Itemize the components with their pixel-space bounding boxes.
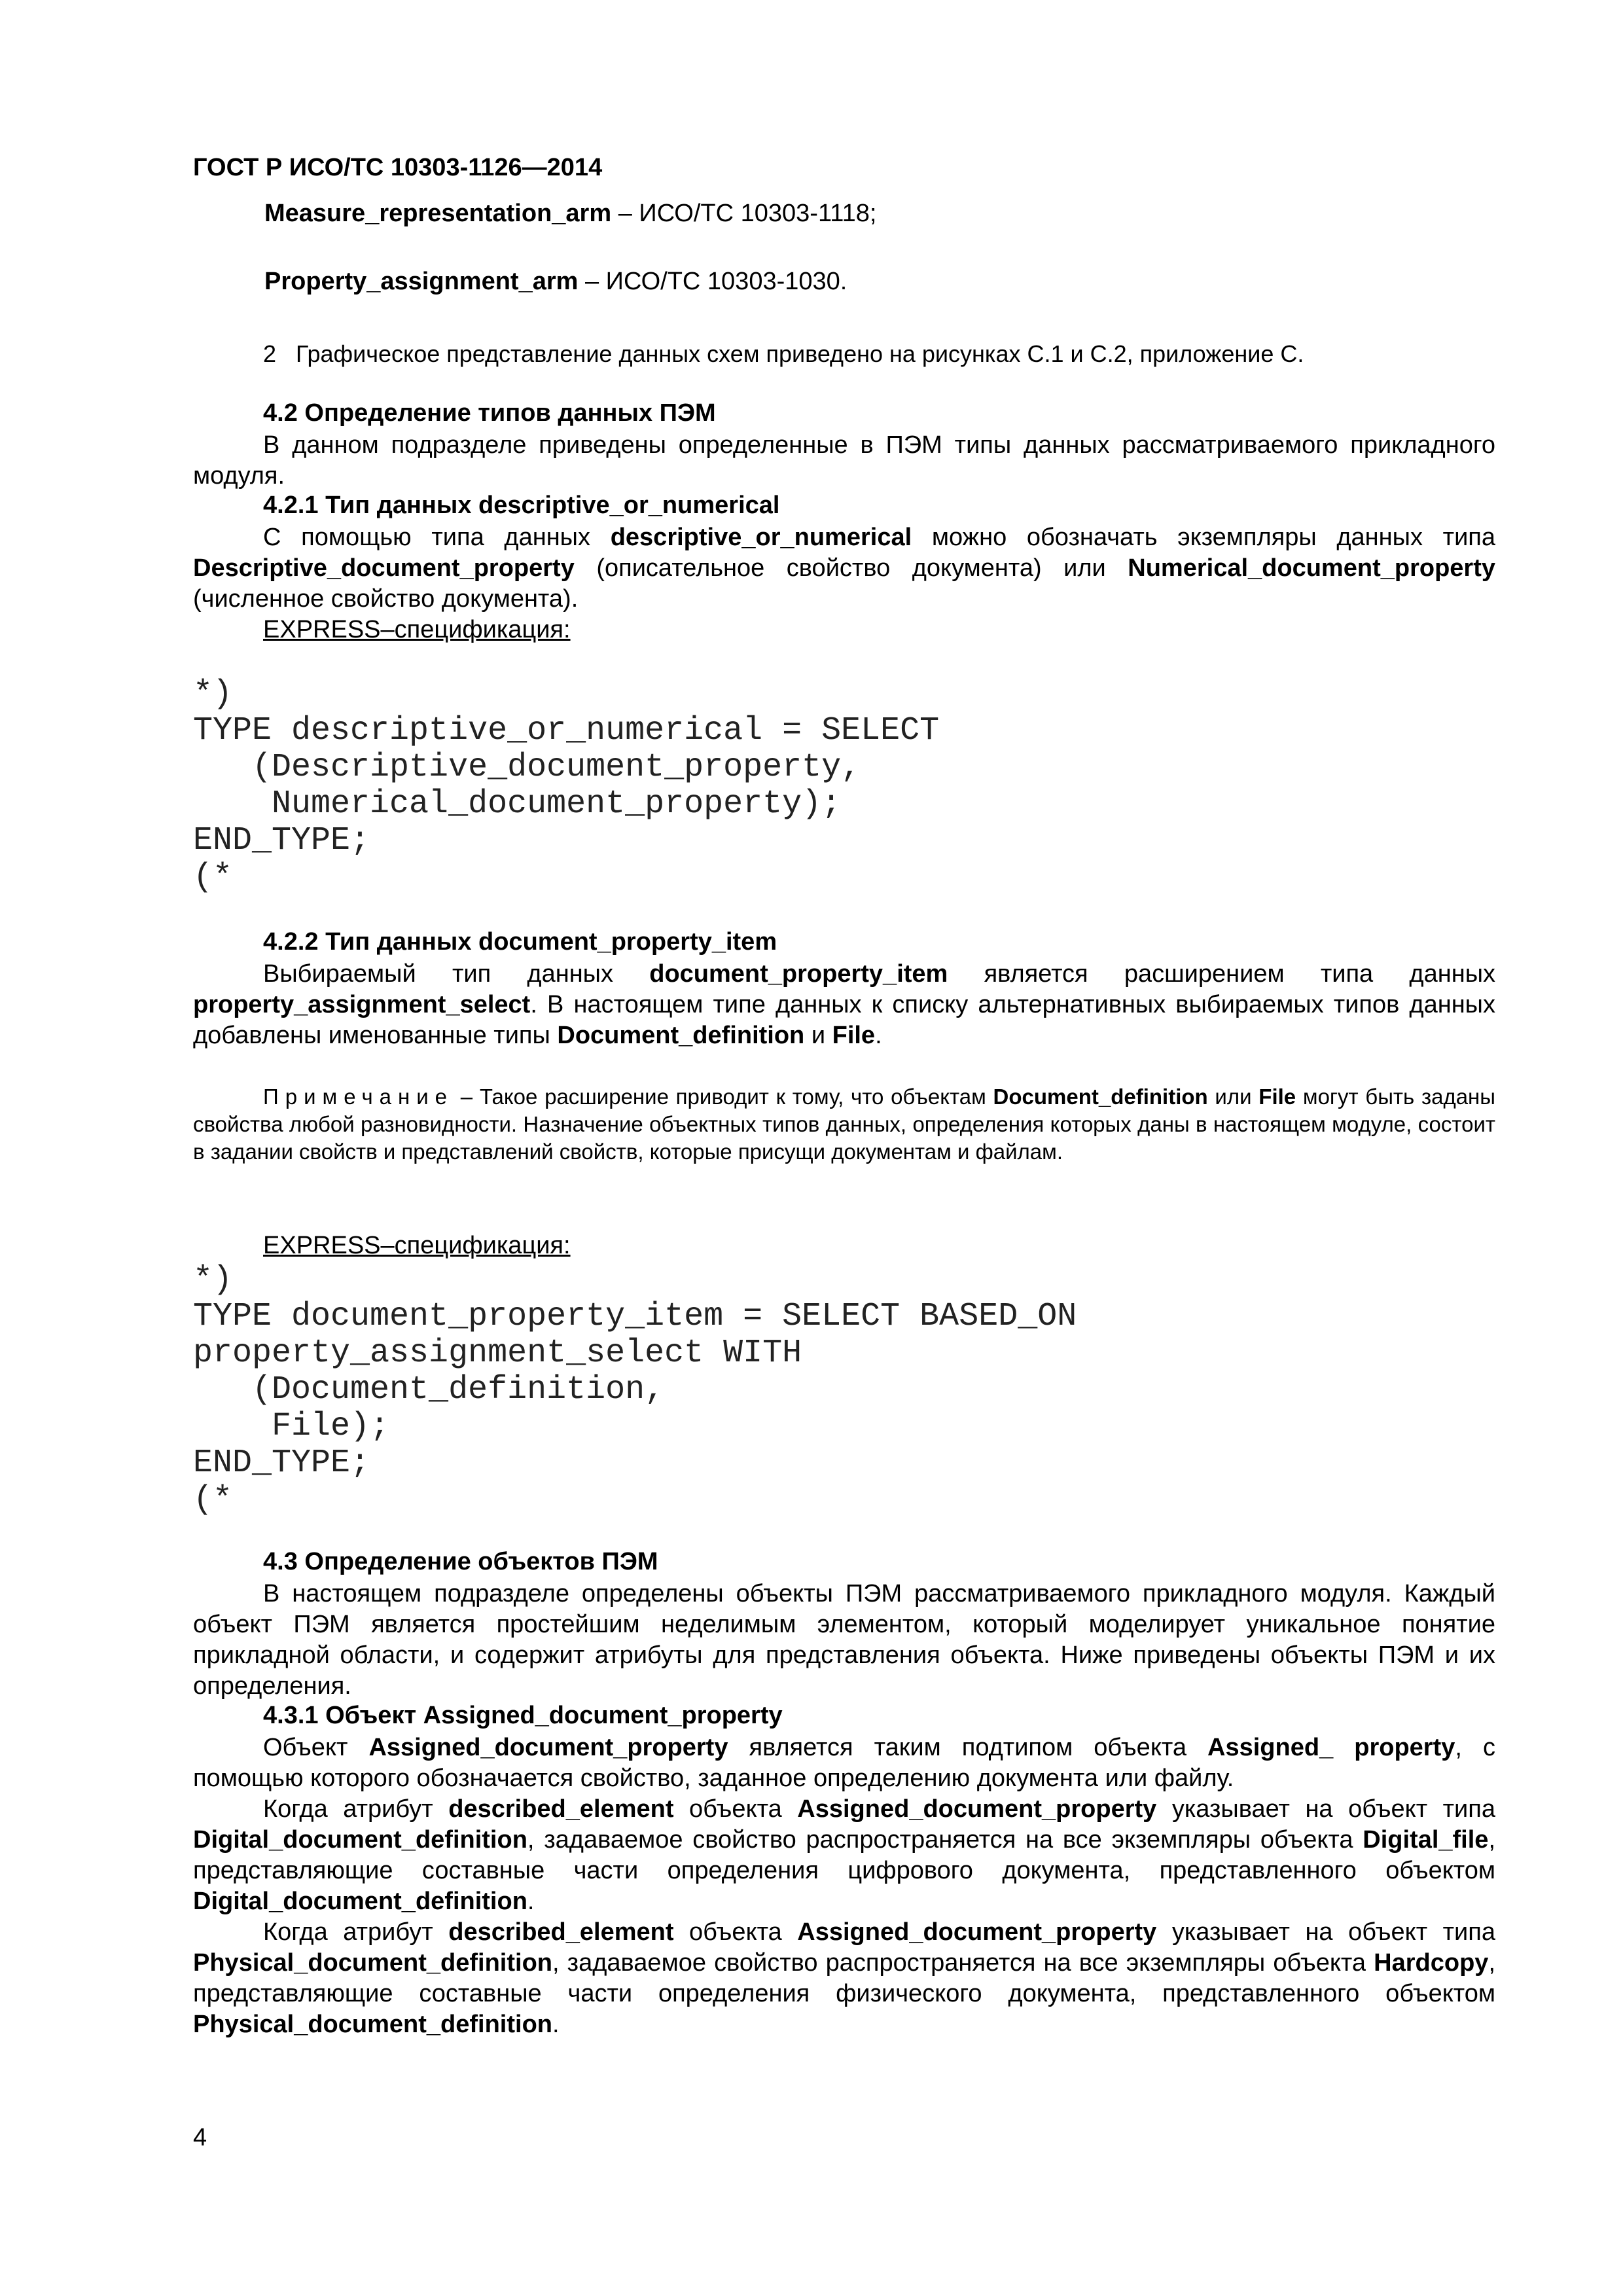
express-code-block: *) TYPE descriptive_or_numerical = SELECT (Descriptive_document_property, Numerical_document_property); END_TYPE; (* (193, 675, 940, 896)
ref-module-name: Measure_representation_arm (264, 200, 612, 227)
note-label: Примечание (263, 1085, 454, 1109)
type-name: Descriptive_document_property (193, 554, 575, 582)
section-4-3-1-para-1: Объект Assigned_document_property является таким подтипом объекта Assigned_ property, с помощью которого обозначается свойство, заданное определению документа или файлу. (193, 1734, 1495, 1792)
section-4-3-1-para-2: Когда атрибут described_element объекта Assigned_document_property указывает на объект типа Digital_document_definition, задаваемое свойство распространяется на все экземпляры объекта Digital_file, представляющие составные части определения цифрового документа, представленного объектом Digital_document_definition. (193, 1795, 1495, 1915)
express-code-block: *) TYPE document_property_item = SELECT BASED_ON property_assignment_select WITH (Document_definition, File); END_TYPE; (* (193, 1261, 1077, 1518)
type-name: property_assignment_select (193, 991, 531, 1018)
section-4-2-text: В данном подразделе приведены определенные в ПЭМ типы данных рассматриваемого прикладного модуля. (193, 431, 1495, 490)
section-4-2-2-title: 4.2.2 Тип данных document_property_item (263, 928, 777, 956)
type-name: Document_definition (557, 1022, 805, 1049)
type-name: document_property_item (649, 960, 948, 988)
ref-standard: – ИСО/ТС 10303-1030. (578, 268, 847, 295)
document-header: ГОСТ Р ИСО/ТС 10303-1126—2014 (193, 154, 603, 181)
page-number: 4 (193, 2124, 207, 2151)
note: Примечание – Такое расширение приводит к тому, что объектам Document_definition или File могут быть заданы свойства любой разновидности. Назначение объектных типов данных, определения которых даны в настоящем модуле, состоит в задании свойств и представлений свойств, которые присущи документам и файлам. (193, 1085, 1495, 1164)
section-4-3-1-title: 4.3.1 Объект Assigned_document_property (263, 1702, 783, 1729)
ref-module-name: Property_assignment_arm (264, 268, 579, 295)
section-4-2-2-text: Выбираемый тип данных document_property_item является расширением типа данных property_assignment_select. В настоящем типе данных к списку альтернативных выбираемых типов данных добавлены именованные типы Document_definition и File. (193, 960, 1496, 1049)
section-4-3-title: 4.3 Определение объектов ПЭМ (263, 1548, 658, 1575)
section-4-2-title: 4.2 Определение типов данных ПЭМ (263, 399, 716, 427)
section-4-2-1-title: 4.2.1 Тип данных descriptive_or_numerical (263, 492, 780, 519)
express-label: EXPRESS–спецификация: (263, 616, 571, 643)
ref-property-assignment (264, 266, 847, 297)
type-name: Numerical_document_property (1128, 554, 1495, 582)
type-name: descriptive_or_numerical (610, 524, 912, 551)
section-4-2-1-text: С помощью типа данных descriptive_or_numerical можно обозначать экземпляры данных типа Descriptive_document_property (описательное свойство документа) или Numerical_document_property (численное свойство документа). (193, 524, 1496, 613)
footnote-2: 2 Графическое представление данных схем приведено на рисунках С.1 и С.2, приложение С. (263, 340, 1304, 367)
section-4-3-1-para-3: Когда атрибут described_element объекта Assigned_document_property указывает на объект типа Physical_document_definition, задаваемое свойство распространяется на все экземпляры объекта Hardcopy, представляющие составные части определения физического документа, представленного объектом Physical_document_definition. (193, 1918, 1495, 2038)
express-label: EXPRESS–спецификация: (263, 1232, 571, 1259)
type-name: File (832, 1022, 876, 1049)
section-4-3-text: В настоящем подразделе определены объекты ПЭМ рассматриваемого прикладного модуля. Каждый объект ПЭМ является простейшим неделимым элементом, который моделирует уникальное понятие прикладной области, и содержит атрибуты для представления объекта. Ниже приведены объекты ПЭМ и их определения. (193, 1580, 1495, 1700)
ref-standard: – ИСО/ТС 10303-1118; (611, 200, 877, 227)
ref-measure-representation (264, 198, 876, 229)
